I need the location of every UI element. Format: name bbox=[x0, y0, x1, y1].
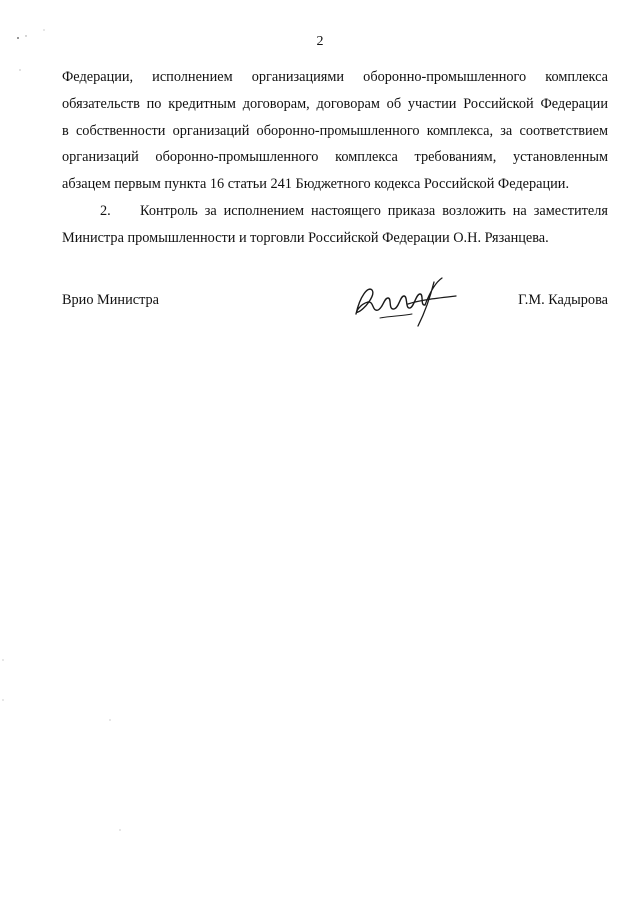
body-line-5: абзацем первым пункта 16 статьи 241 Бюджетного кодекса Российской Федерации. bbox=[62, 176, 570, 193]
body-line-4: организаций оборонно-промышленного комплекса требованиям, установленным bbox=[62, 149, 608, 166]
document-body bbox=[62, 64, 608, 252]
signature-block bbox=[62, 290, 608, 330]
signatory-title: Врио Министра bbox=[62, 292, 159, 308]
page-number: 2 bbox=[316, 34, 324, 49]
handwritten-signature bbox=[350, 274, 460, 330]
body-line-3: в собственности организаций оборонно-промышленного комплекса, за соответствием bbox=[62, 122, 608, 139]
signatory-name: Г.М. Кадырова bbox=[518, 292, 608, 308]
paragraph-2-number: 2. bbox=[100, 202, 111, 219]
paragraph-2-line-1 bbox=[62, 198, 608, 225]
body-line-2: обязательств по кредитным договорам, договорам об участии Российской Федерации bbox=[62, 95, 608, 112]
paragraph-2-text-start: Контроль за исполнением настоящего приказа возложить на заместителя bbox=[140, 202, 608, 219]
paragraph-2-line-2: Министра промышленности и торговли Российской Федерации О.Н. Рязанцева. bbox=[62, 229, 549, 246]
body-line-1: Федерации, исполнением организациями оборонно-промышленного комплекса bbox=[62, 69, 608, 85]
